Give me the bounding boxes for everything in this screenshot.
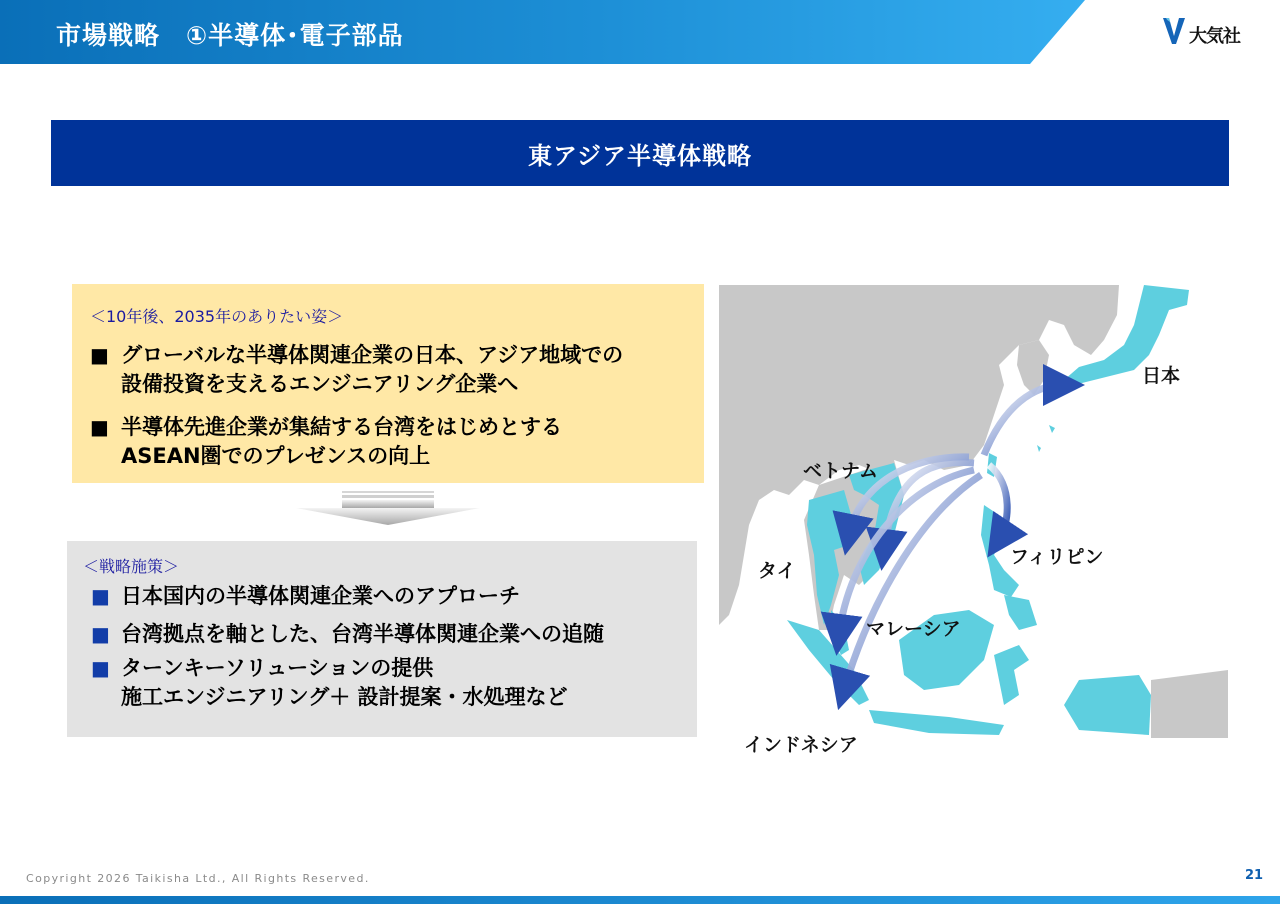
vision-item-line: ASEAN圏でのプレゼンスの向上 [121,444,431,468]
company-logo [1162,16,1262,48]
page-number: 21 [1245,868,1264,883]
page-title: 市場戦略 ①半導体･電子部品 [56,21,404,50]
vision-item-line: 設備投資を支えるエンジニアリング企業へ [121,372,519,396]
footer-line [0,896,1280,904]
strategy-box [67,541,697,737]
vision-heading: ＜10年後、2035年のありたい姿＞ [90,307,344,326]
vision-item-line: グローバルな半導体関連企業の日本、アジア地域での [121,343,624,367]
bullet-square-icon: ■ [91,584,110,608]
bullet-square-icon: ■ [90,343,109,367]
map-label-vietnam: ベトナム [803,460,879,482]
strategy-item-line: 日本国内の半導体関連企業へのアプローチ [121,584,520,608]
bullet-square-icon: ■ [91,622,110,646]
down-arrow-icon [296,491,480,525]
logo-text: 大気社 [1189,26,1240,47]
bullet-square-icon: ■ [91,656,110,680]
papua-new-guinea [1151,670,1228,738]
strategy-heading: ＜戦略施策＞ [83,557,180,576]
map-label-japan: 日本 [1142,365,1181,387]
map-label-thailand: タイ [758,560,796,582]
footer-copyright: Copyright 2026 Taikisha Ltd., All Rights Reserved. [26,872,370,885]
strategy-item-line: 施工エンジニアリング＋ 設計提案・水処理など [121,685,568,709]
taikisha-v-mark-icon [1162,16,1188,46]
papua-highlight [1064,675,1151,735]
east-asia-map [719,285,1228,738]
bullet-square-icon: ■ [90,415,109,439]
section-banner: 東アジア半導体戦略 [51,120,1229,186]
strategy-item [91,654,568,712]
strategy-item-line: ターンキーソリューションの提供 [121,656,434,680]
vision-box [72,284,704,483]
map-label-indonesia: インドネシア [744,734,858,756]
strategy-item-line: 台湾拠点を軸とした、台湾半導体関連企業への追随 [121,622,604,646]
vision-item-line: 半導体先進企業が集結する台湾をはじめとする [121,415,562,439]
map-label-malaysia: マレーシア [866,618,961,640]
strategy-item [91,582,520,611]
vision-item [90,413,562,471]
vision-item [90,341,623,399]
strategy-item [91,620,604,649]
map-label-philippines: フィリピン [1010,546,1104,568]
